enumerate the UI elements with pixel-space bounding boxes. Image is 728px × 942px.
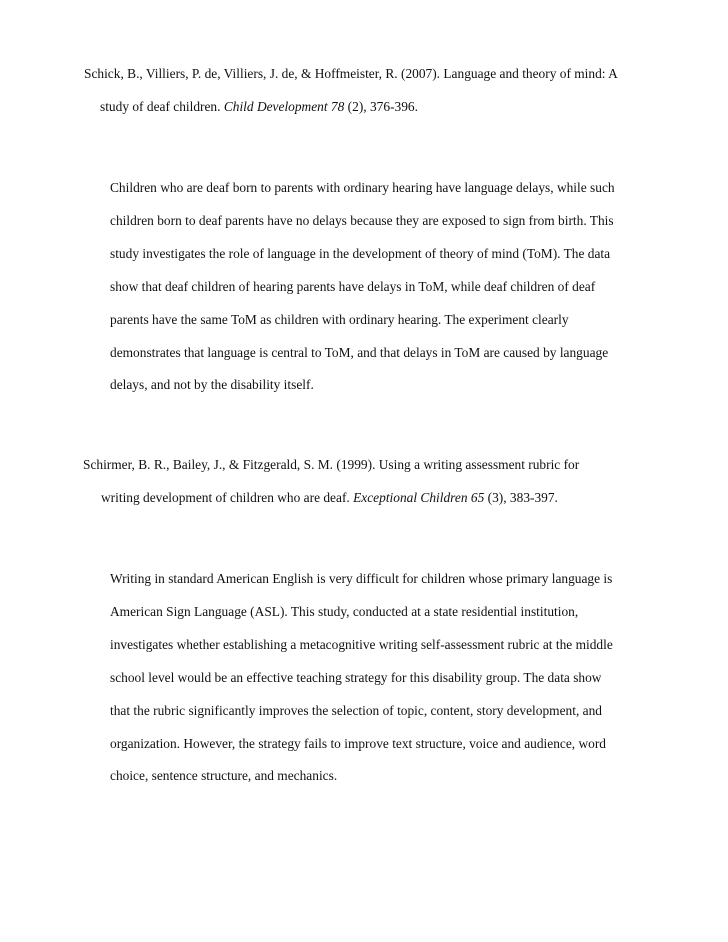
reference-1-citation-line-2 <box>100 99 418 115</box>
reference-2-journal: Exceptional Children 65 <box>353 490 485 505</box>
reference-2-abstract-line: Writing in standard American English is very difficult for children whose primary language is <box>110 571 613 586</box>
reference-2-citation-suffix: (3), 383-397. <box>484 490 558 505</box>
reference-2-abstract-line: investigates whether establishing a metacognitive writing self-assessment rubric at the middle <box>110 637 613 652</box>
reference-1-citation-line-1: Schick, B., Villiers, P. de, Villiers, J. de, & Hoffmeister, R. (2007). Language and theory of mind: A <box>84 66 618 81</box>
reference-1-abstract-line: study investigates the role of language in the development of theory of mind (ToM). The data <box>110 246 611 261</box>
reference-1-abstract-line: Children who are deaf born to parents with ordinary hearing have language delays, while such <box>110 180 615 195</box>
reference-2-abstract-line: school level would be an effective teaching strategy for this disability group. The data show <box>110 670 602 685</box>
reference-1-abstract-line: delays, and not by the disability itself. <box>110 377 314 392</box>
reference-1-citation-suffix: (2), 376-396. <box>344 99 418 114</box>
reference-2-abstract-line: American Sign Language (ASL). This study, conducted at a state residential institution, <box>110 604 579 619</box>
reference-2-abstract-line: choice, sentence structure, and mechanics. <box>110 768 338 783</box>
reference-2-abstract-line: organization. However, the strategy fails to improve text structure, voice and audience, word <box>110 736 606 751</box>
reference-2-citation-prefix: writing development of children who are deaf. <box>101 490 354 505</box>
reference-1-abstract-line: show that deaf children of hearing parents have delays in ToM, while deaf children of deaf <box>110 279 596 294</box>
reference-2-citation-line-1: Schirmer, B. R., Bailey, J., & Fitzgerald, S. M. (1999). Using a writing assessment rubric for <box>83 457 580 472</box>
reference-1-abstract-line: demonstrates that language is central to ToM, and that delays in ToM are caused by language <box>110 345 609 360</box>
reference-1-citation-prefix: study of deaf children. <box>100 99 224 114</box>
reference-1-abstract-line: children born to deaf parents have no delays because they are exposed to sign from birth. This <box>110 213 614 228</box>
reference-1-abstract-line: parents have the same ToM as children with ordinary hearing. The experiment clearly <box>110 312 569 327</box>
reference-2-citation-line-2 <box>101 490 558 506</box>
reference-1-journal: Child Development 78 <box>223 99 345 114</box>
reference-2-abstract-line: that the rubric significantly improves the selection of topic, content, story development, and <box>110 703 602 718</box>
